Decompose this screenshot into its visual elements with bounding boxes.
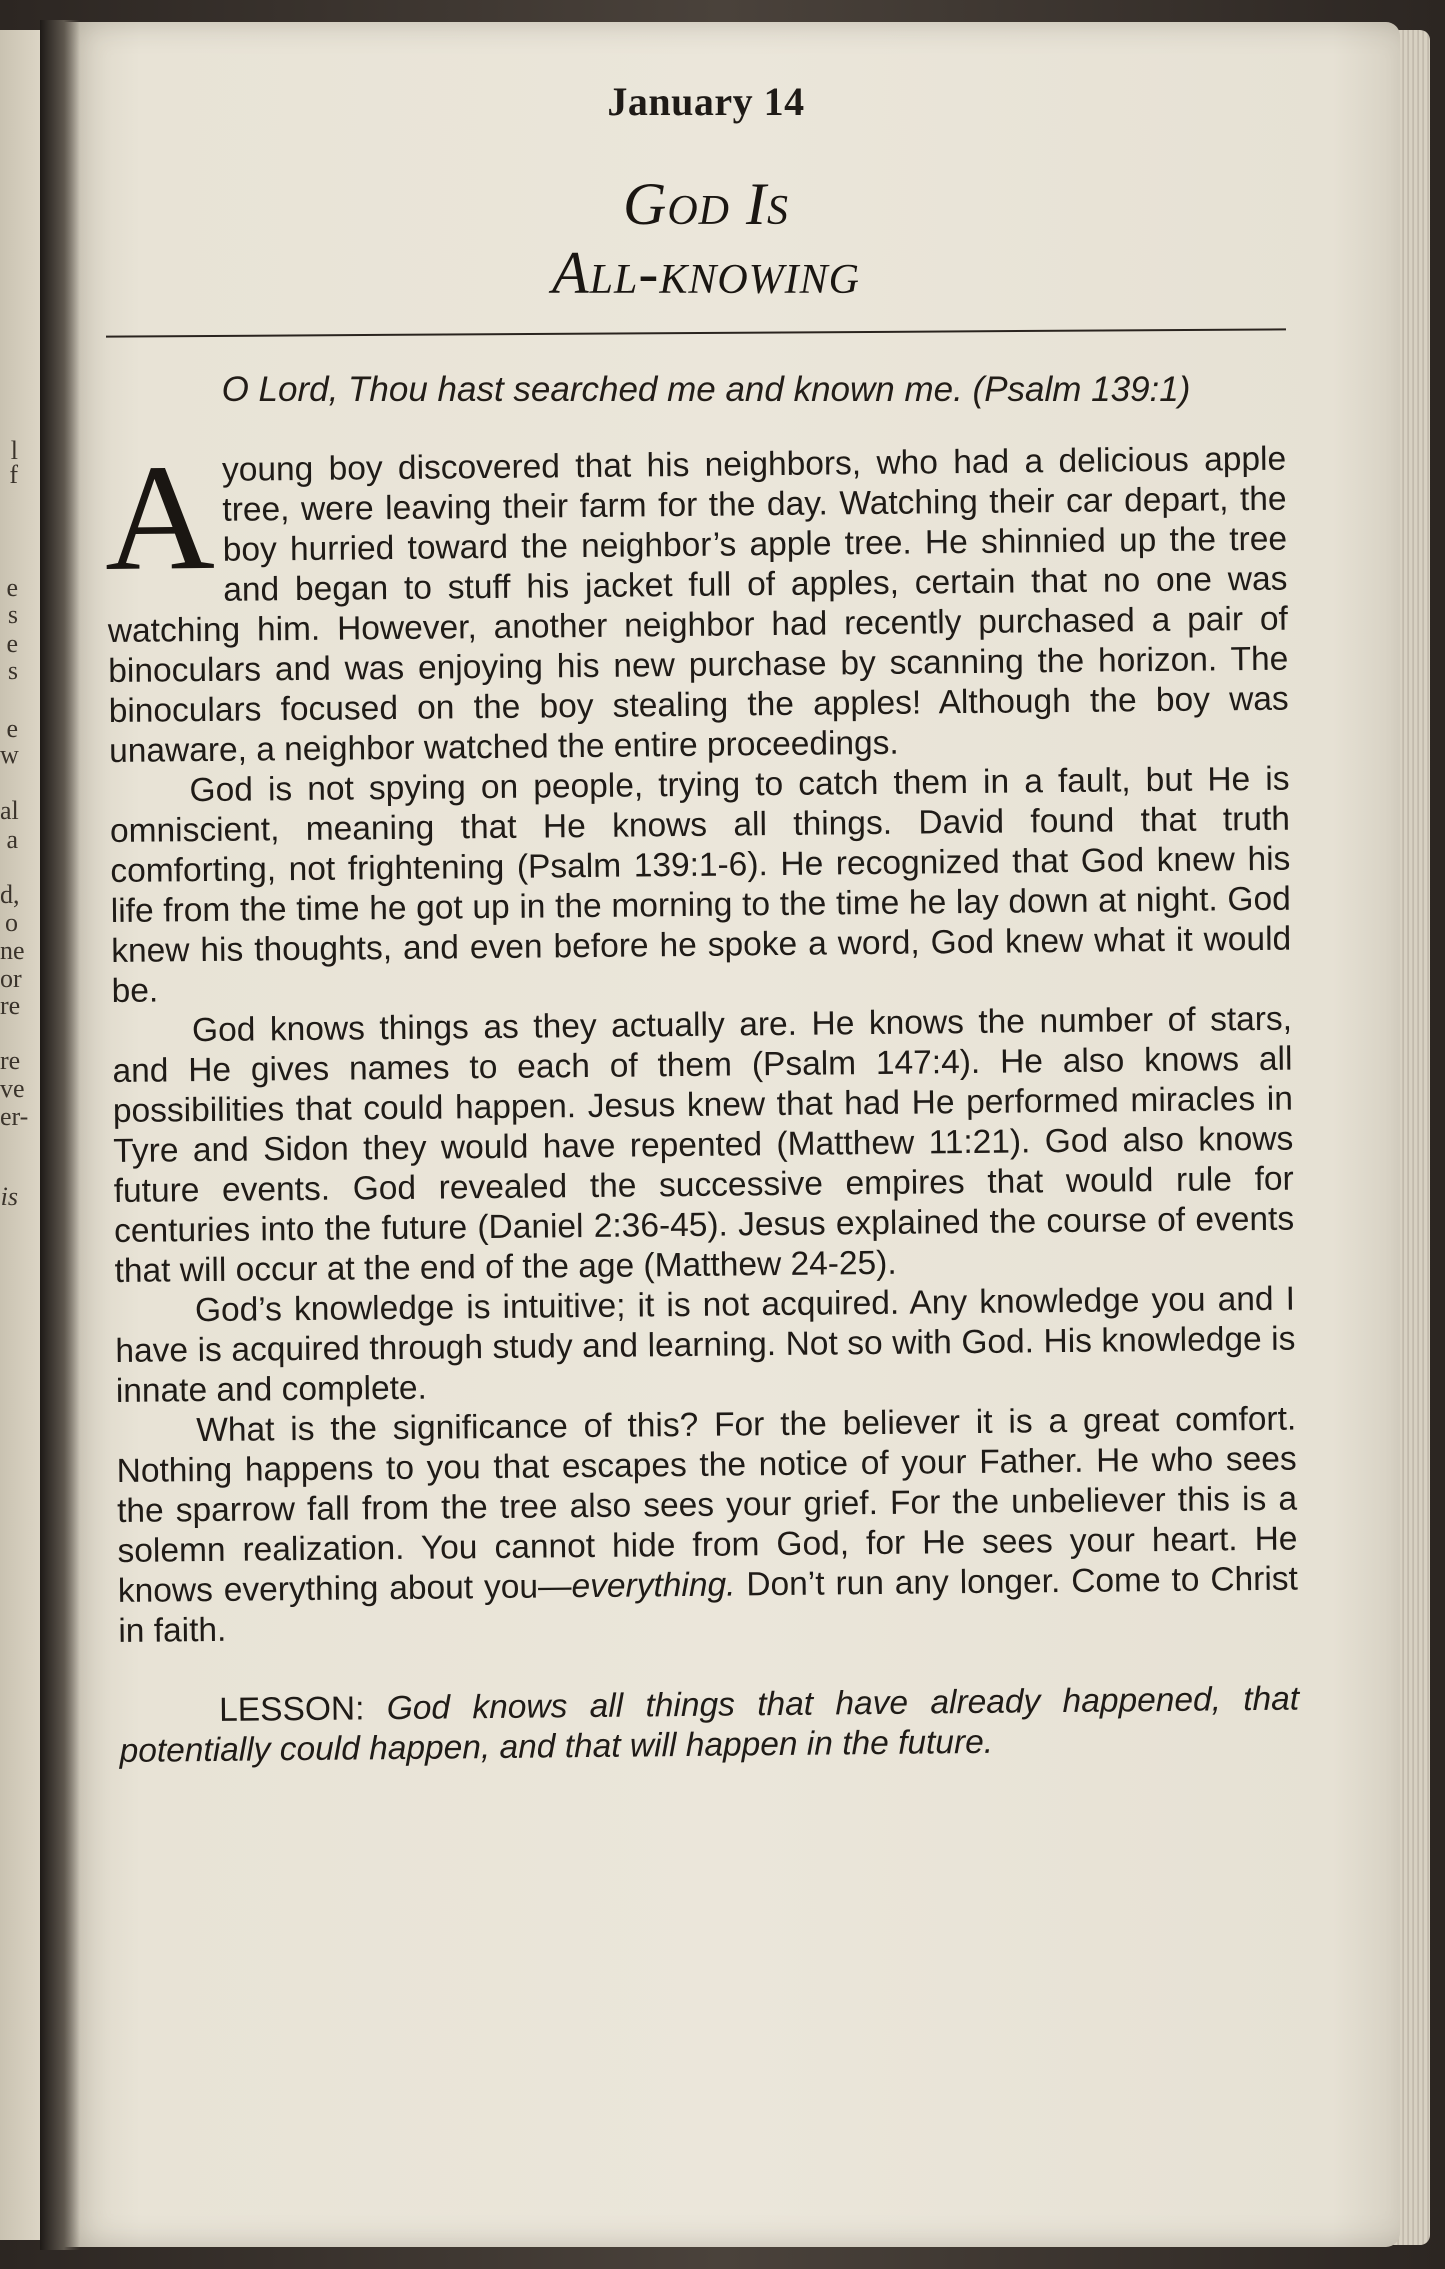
paragraph-5-end: Don’t run any longer. Come to Christ in faith. [118,1560,1299,1650]
scripture-verse: O Lord, Thou hast searched me and known me. (Psalm 139:1) [221,370,1191,409]
left-page-fragment: a [6,825,18,854]
title-line-2: All-knowing [551,240,861,306]
left-page-fragment: s [7,656,18,685]
left-page-fragment: f [9,460,18,489]
paragraph-4: God’s knowledge is intuitive; it is not acquired. Any knowledge you and I have is acquired through study and learning. Not so with God. His knowledge is innate and complete. [115,1280,1296,1410]
title-line-1: God Is [623,171,789,237]
title-divider [106,328,1286,337]
left-page-fragment: or [0,964,22,993]
left-page-fragment: d, [0,880,20,909]
lesson-label: LESSON: [218,1690,387,1729]
paragraph-1 [103,432,1289,772]
paragraph-3: God knows things as they actually are. He knows the number of stars, and He gives names to each of them (Psalm 147:4). He also knows all possibilities that could happen. Jesus knew that had He performed miracles in Tyre and Sidon they would have repented (Matthew 11:21). God also knows future events. God revealed the successive empires that would rule for centuries into the future (Daniel 2:36-45). Jesus explained the course of events that will occur at the end of the age (Matthew 24-25). [112,1000,1295,1290]
left-page-fragment: er- [0,1102,29,1131]
left-page-fragment: ve [0,1074,25,1103]
book-page [60,22,1400,2247]
left-page-fragment: al [0,796,19,825]
left-page-fragment: l [10,436,18,465]
left-page-fragment: e [6,573,18,602]
left-page-fragment: re [0,1046,21,1075]
paragraph-2: God is not spying on people, trying to catch them in a fault, but He is omniscient, meaning that He knows all things. David found that truth comforting, not frightening (Psalm 139:1-6). He recognized that God knew his life from the time he got up in the morning to the time he lay down at night. God knew his thoughts, and even before he spoke a word, God knew what it would be. [109,760,1292,1010]
left-page-fragment: e [6,629,18,658]
left-page-fragment: re [0,991,21,1020]
paragraph-1-text: young boy discovered that his neighbors, who had a delicious apple tree, were leaving their farm for the day. Watching their car depart, the boy hurried toward the neighbor’s apple tree. He shinnied up the tree and began to stuff his jacket full of apples, certain that no one was watching him. However, another neighbor had recently purchased a pair of binoculars and was enjoying his new purchase by scanning the horizon. The binoculars focused on the boy stealing the apples! Although the boy was unaware, a neighbor watched the entire proceedings. [107,440,1289,770]
paragraph-5-emphasis: everything. [571,1566,736,1606]
left-page-fragment: is [0,1182,18,1211]
paragraph-5 [116,1400,1298,1652]
left-page-fragment: ne [0,936,25,965]
left-page-fragment: e [6,714,18,743]
left-page-fragment: s [7,600,18,629]
left-page-fragment: o [5,908,18,937]
entry-date: January 14 [607,79,805,124]
left-page-fragment: w [0,740,19,769]
book-gutter-shadow [40,20,80,2250]
entry-title [106,170,1306,308]
drop-cap: A [103,432,216,603]
devotional-body [103,432,1300,1772]
lesson [119,1680,1300,1772]
lesson-text: God knows all things that have already happened, that potentially could happen, and that will happen in the future. [119,1680,1300,1770]
paragraph-5-text: What is the significance of this? For the believer it is a great comfort. Nothing happens to you that escapes the notice of your Father. He who sees the sparrow fall from the tree also sees your grief. For the unbeliever this is a solemn realization. You cannot hide from God, for He sees your heart. He knows everything about you— [116,1400,1298,1610]
